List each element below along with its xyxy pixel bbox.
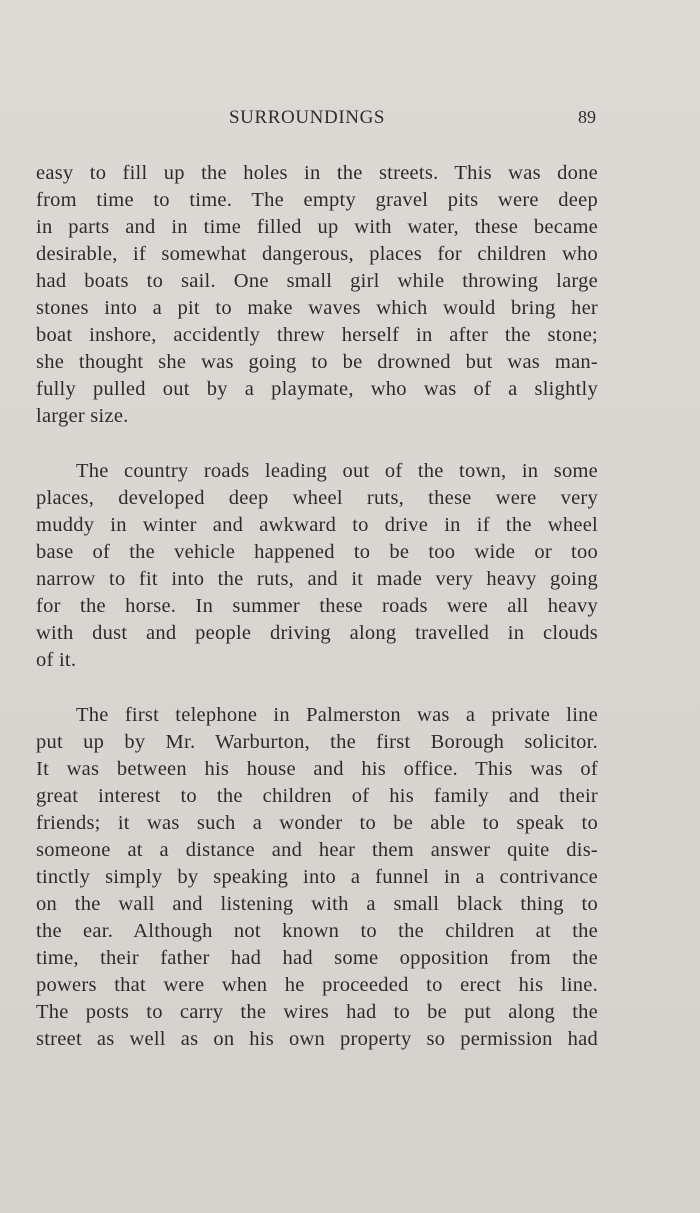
text-line: places, developed deep wheel ruts, these were very <box>36 487 598 509</box>
paragraph-2 <box>36 458 598 674</box>
text-line: muddy in winter and awkward to drive in if the wheel <box>36 514 598 536</box>
text-line: narrow to fit into the ruts, and it made very heavy going <box>36 568 598 590</box>
text-line: The country roads leading out of the town, in some <box>76 460 598 482</box>
text-line: had boats to sail. One small girl while throwing large <box>36 270 598 292</box>
text-line: put up by Mr. Warburton, the first Borough solicitor. <box>36 731 598 753</box>
text-line: boat inshore, accidently threw herself in after the stone; <box>36 324 598 346</box>
text-line: from time to time. The empty gravel pits were deep <box>36 189 598 211</box>
text-line: on the wall and listening with a small black thing to <box>36 893 598 915</box>
text-line: stones into a pit to make waves which would bring her <box>36 297 598 319</box>
text-line: someone at a distance and hear them answer quite dis- <box>36 839 598 861</box>
text-line: time, their father had had some opposition from the <box>36 947 598 969</box>
text-line: the ear. Although not known to the children at the <box>36 920 598 942</box>
text-line: of it. <box>36 649 77 671</box>
text-line: street as well as on his own property so permission had <box>36 1028 598 1050</box>
text-line: base of the vehicle happened to be too wide or too <box>36 541 598 563</box>
text-line: great interest to the children of his family and their <box>36 785 598 807</box>
running-head <box>0 107 700 133</box>
text-line: for the horse. In summer these roads were all heavy <box>36 595 598 617</box>
text-line: in parts and in time filled up with water, these became <box>36 216 598 238</box>
text-line: powers that were when he proceeded to erect his line. <box>36 974 598 996</box>
text-line: tinctly simply by speaking into a funnel in a contrivance <box>36 866 598 888</box>
text-line: friends; it was such a wonder to be able to speak to <box>36 812 598 834</box>
body-text <box>36 160 598 1081</box>
text-line: It was between his house and his office. This was of <box>36 758 598 780</box>
text-line: The posts to carry the wires had to be put along the <box>36 1001 598 1023</box>
text-line: desirable, if somewhat dangerous, places for children who <box>36 243 598 265</box>
text-line: with dust and people driving along travelled in clouds <box>36 622 598 644</box>
text-line: she thought she was going to be drowned but was man- <box>36 351 598 373</box>
running-title: SURROUNDINGS <box>229 107 386 128</box>
paragraph-1 <box>36 160 598 430</box>
page-number: 89 <box>578 107 596 127</box>
paragraph-3 <box>36 702 598 1053</box>
text-line: The first telephone in Palmerston was a private line <box>76 704 598 726</box>
text-line: larger size. <box>36 405 129 427</box>
text-line: fully pulled out by a playmate, who was of a slightly <box>36 378 598 400</box>
text-line: easy to fill up the holes in the streets. This was done <box>36 162 598 184</box>
